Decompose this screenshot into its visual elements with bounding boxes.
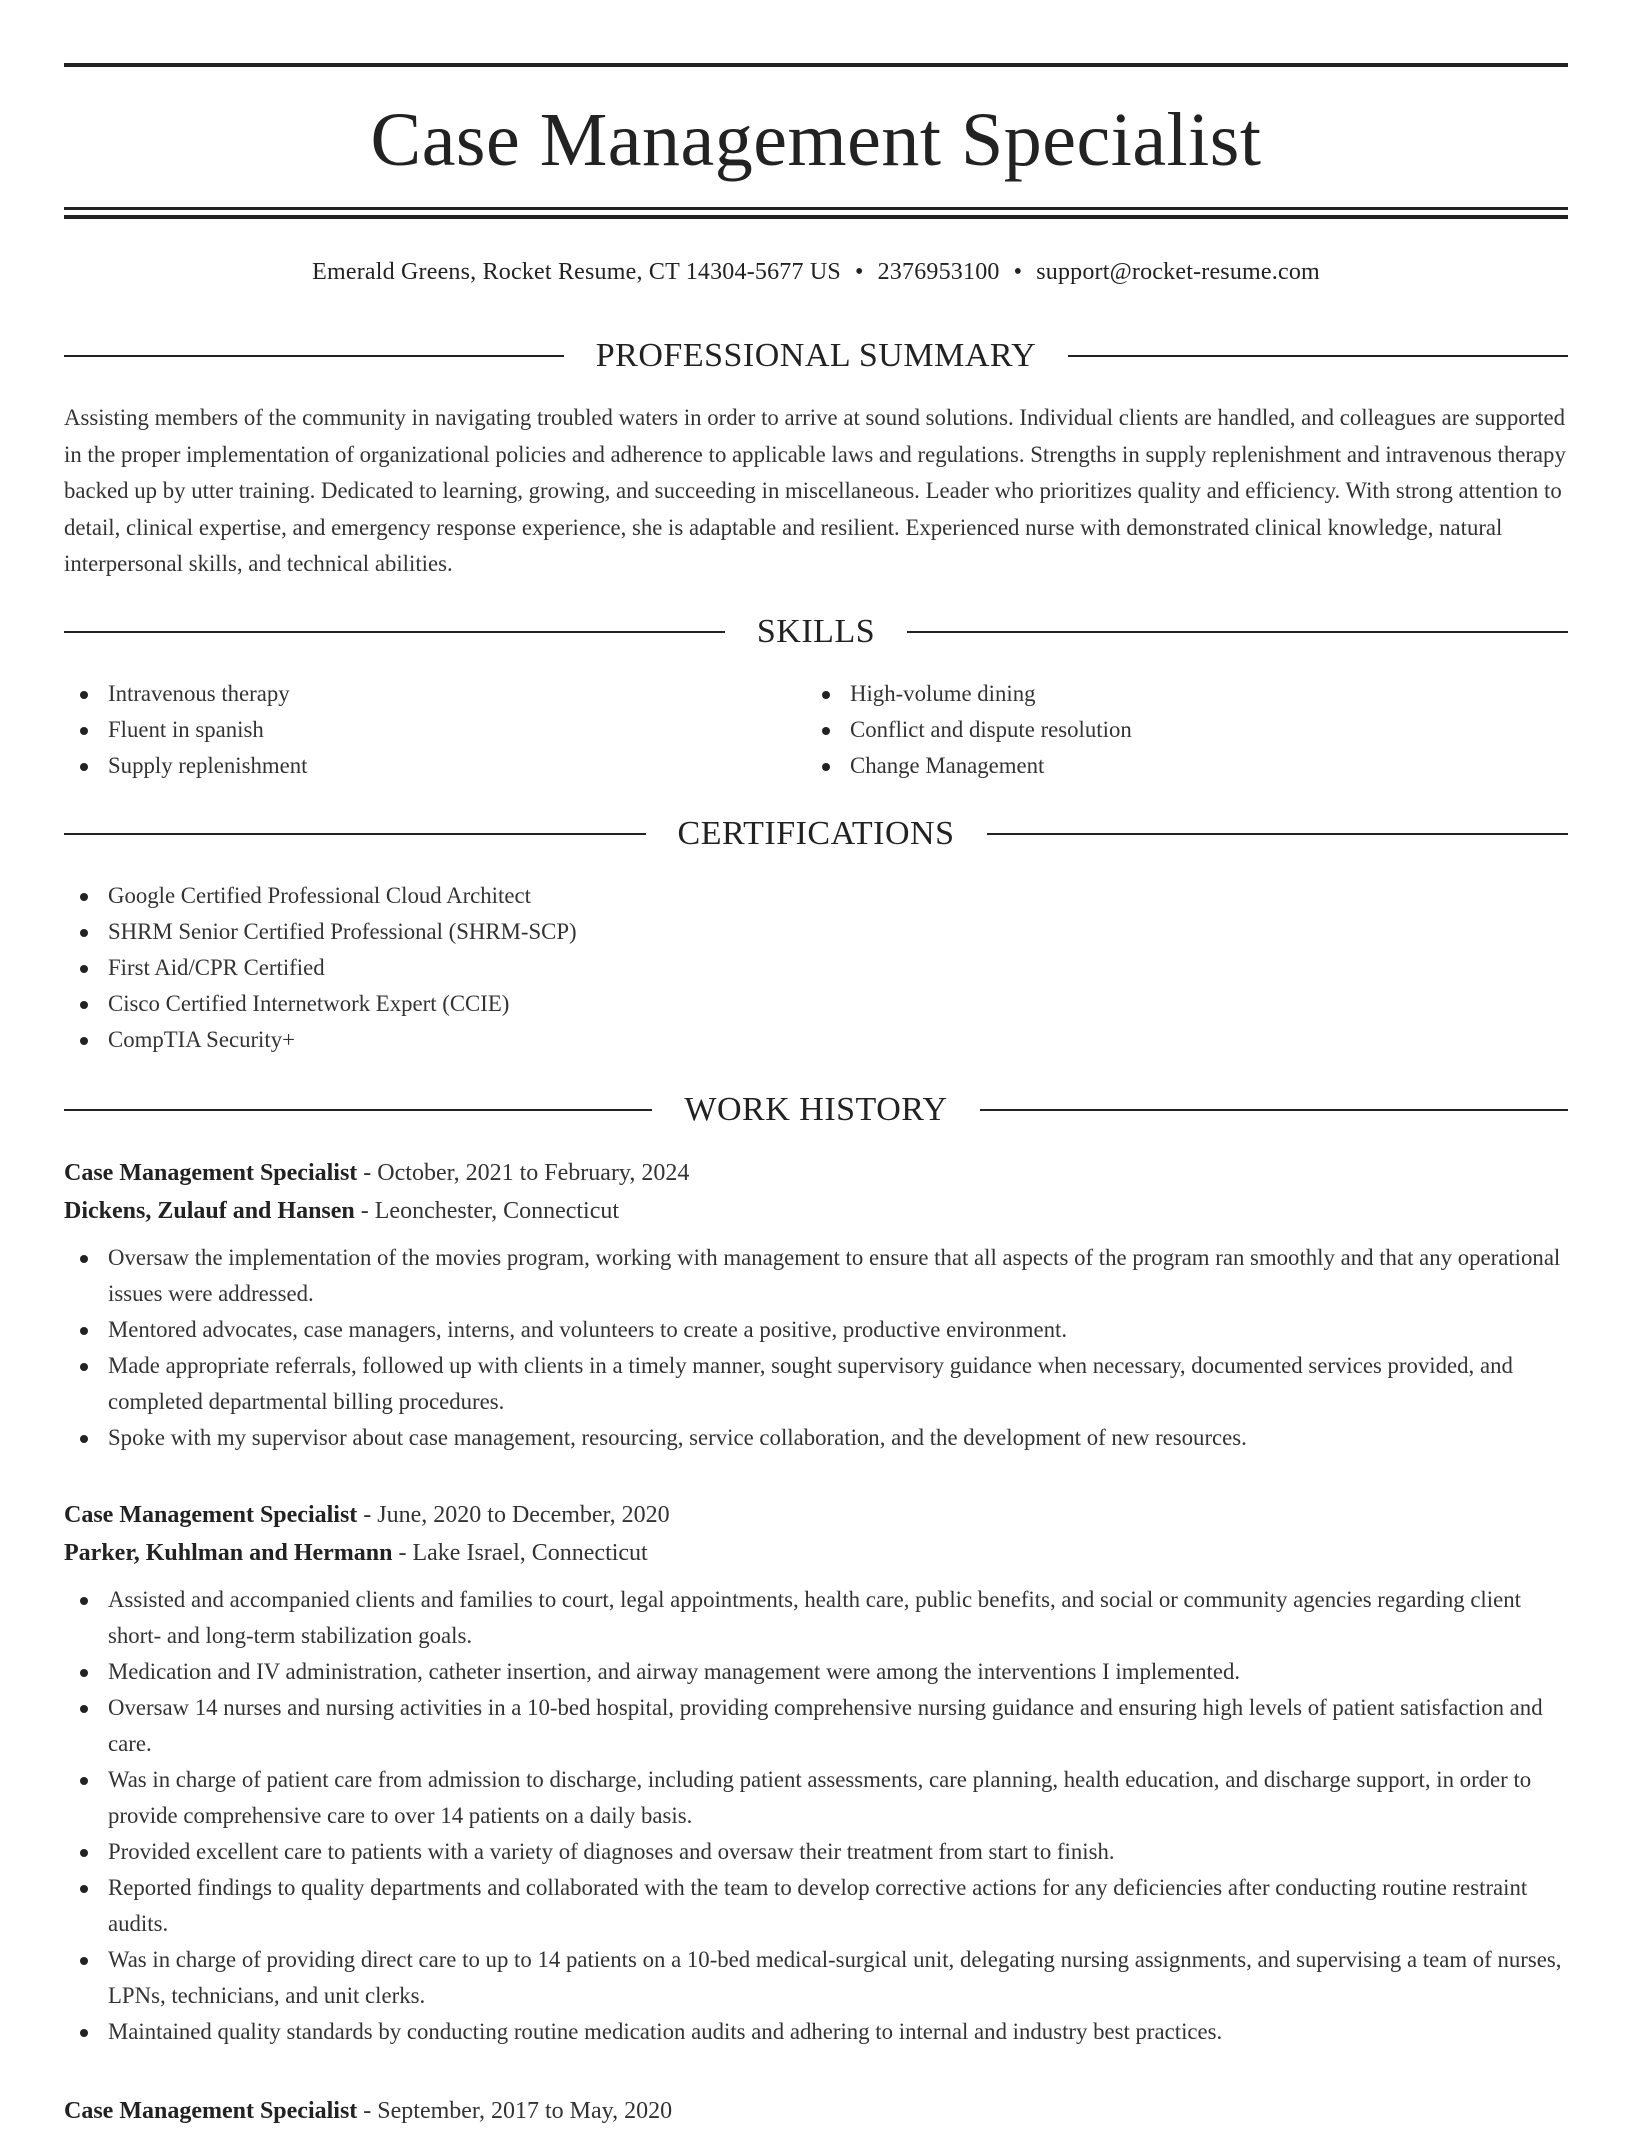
- skills-heading: [64, 610, 1568, 654]
- header-bottom-rule-thick: [64, 215, 1568, 219]
- contact-separator: •: [854, 259, 864, 285]
- heading-rule-right: [907, 631, 1568, 633]
- skill-item: Change Management: [806, 748, 1548, 784]
- contact-line: [64, 254, 1568, 290]
- job-company-line: [64, 1534, 1568, 1572]
- job-bullet: Was in charge of patient care from admission to discharge, including patient assessments, care planning, health education, and discharge support, in order to provide comprehensive care to over 14 patients on a daily basis.: [64, 1762, 1568, 1834]
- resume-title: Case Management Specialist: [370, 98, 1262, 182]
- contact-phone: 2376953100: [877, 259, 1000, 285]
- job-entry: [64, 1154, 1568, 1456]
- job-bullet: Oversaw the implementation of the movies program, working with management to ensure that all aspects of the program ran smoothly and that any operational issues were addressed.: [64, 1240, 1568, 1312]
- job-dates: - June, 2020 to December, 2020: [357, 1502, 670, 1528]
- job-location: - Lake Israel, Connecticut: [392, 1540, 648, 1566]
- job-role: Case Management Specialist: [64, 2098, 358, 2124]
- certifications-list: [64, 878, 1568, 1058]
- contact-email: support@rocket-resume.com: [1036, 259, 1320, 285]
- header-top-rule: [64, 63, 1568, 67]
- heading-rule-right: [980, 1109, 1568, 1111]
- job-role: Case Management Specialist: [64, 1502, 358, 1528]
- job-bullet: Made appropriate referrals, followed up with clients in a timely manner, sought supervisory guidance when necessary, documented services provided, and completed departmental billing procedures.: [64, 1348, 1568, 1420]
- job-title-line: [64, 1154, 1568, 1192]
- job-dates: - September, 2017 to May, 2020: [357, 2098, 673, 2124]
- certification-item: CompTIA Security+: [64, 1022, 1568, 1058]
- skills-heading-label: SKILLS: [756, 613, 876, 650]
- skill-item: Conflict and dispute resolution: [806, 712, 1548, 748]
- job-bullet: Oversaw 14 nurses and nursing activities in a 10-bed hospital, providing comprehensive nursing guidance and ensuring high levels of patient satisfaction and care.: [64, 1690, 1568, 1762]
- job-bullet: Mentored advocates, case managers, interns, and volunteers to create a positive, productive environment.: [64, 1312, 1568, 1348]
- job-bullets: [64, 1240, 1568, 1456]
- certifications-heading-label: CERTIFICATIONS: [677, 815, 955, 852]
- certification-item: Google Certified Professional Cloud Architect: [64, 878, 1568, 914]
- certifications-heading: [64, 812, 1568, 856]
- summary-text: Assisting members of the community in navigating troubled waters in order to arrive at sound solutions. Individual clients are handled, and colleagues are supported in the proper implementation of organizational policies and adherence to applicable laws and regulations. Strengths in supply replenishment and intravenous therapy backed up by utter training. Dedicated to learning, growing, and succeeding in miscellaneous. Leader who prioritizes quality and efficiency. With strong attention to detail, clinical expertise, and emergency response experience, she is adaptable and resilient. Experienced nurse with demonstrated clinical knowledge, natural interpersonal skills, and technical abilities.: [64, 405, 1566, 576]
- job-company: Parker, Kuhlman and Hermann: [64, 1540, 393, 1566]
- job-bullet: Was in charge of providing direct care to up to 14 patients on a 10-bed medical-surgical unit, delegating nursing assignments, and supervising a team of nurses, LPNs, technicians, and unit clerks.: [64, 1942, 1568, 2014]
- header-bottom-rule: [64, 207, 1568, 210]
- summary-heading: [64, 334, 1568, 378]
- skill-item: Supply replenishment: [64, 748, 806, 784]
- job-title-line: [64, 2092, 1568, 2130]
- heading-rule-right: [987, 833, 1569, 835]
- job-entry: [64, 2092, 1568, 2130]
- job-dates: - October, 2021 to February, 2024: [357, 1160, 690, 1186]
- skill-item: Intravenous therapy: [64, 676, 806, 712]
- job-bullet: Maintained quality standards by conducting routine medication audits and adhering to internal and industry best practices.: [64, 2014, 1568, 2050]
- heading-rule-left: [64, 833, 646, 835]
- work-history-heading-label: WORK HISTORY: [684, 1091, 948, 1128]
- skill-item: Fluent in spanish: [64, 712, 806, 748]
- skill-item: High-volume dining: [806, 676, 1548, 712]
- job-bullet: Spoke with my supervisor about case management, resourcing, service collaboration, and the development of new resources.: [64, 1420, 1568, 1456]
- job-bullet: Medication and IV administration, catheter insertion, and airway management were among the interventions I implemented.: [64, 1654, 1568, 1690]
- heading-rule-left: [64, 355, 564, 357]
- certification-item: SHRM Senior Certified Professional (SHRM-SCP): [64, 914, 1568, 950]
- job-entry: [64, 1496, 1568, 2050]
- job-location: - Leonchester, Connecticut: [354, 1198, 620, 1224]
- heading-rule-right: [1068, 355, 1568, 357]
- contact-address: Emerald Greens, Rocket Resume, CT 14304-5677 US: [312, 259, 841, 285]
- job-bullet: Reported findings to quality departments and collaborated with the team to develop corrective actions for any deficiencies after conducting routine restraint audits.: [64, 1870, 1568, 1942]
- skills-list-right: [806, 676, 1548, 784]
- work-history-heading: [64, 1088, 1568, 1132]
- job-title-line: [64, 1496, 1568, 1534]
- job-company-line: [64, 1192, 1568, 1230]
- contact-separator: •: [1013, 259, 1023, 285]
- job-company: Dickens, Zulauf and Hansen: [64, 1198, 355, 1224]
- certification-item: First Aid/CPR Certified: [64, 950, 1568, 986]
- summary-heading-label: PROFESSIONAL SUMMARY: [595, 337, 1037, 374]
- heading-rule-left: [64, 1109, 652, 1111]
- job-bullet: Provided excellent care to patients with a variety of diagnoses and oversaw their treatment from start to finish.: [64, 1834, 1568, 1870]
- job-bullet: Assisted and accompanied clients and families to court, legal appointments, health care, public benefits, and social or community agencies regarding client short- and long-term stabilization goals.: [64, 1582, 1568, 1654]
- skills-list-left: [64, 676, 806, 784]
- certification-item: Cisco Certified Internetwork Expert (CCIE): [64, 986, 1568, 1022]
- heading-rule-left: [64, 631, 725, 633]
- job-bullets: [64, 1582, 1568, 2050]
- job-role: Case Management Specialist: [64, 1160, 358, 1186]
